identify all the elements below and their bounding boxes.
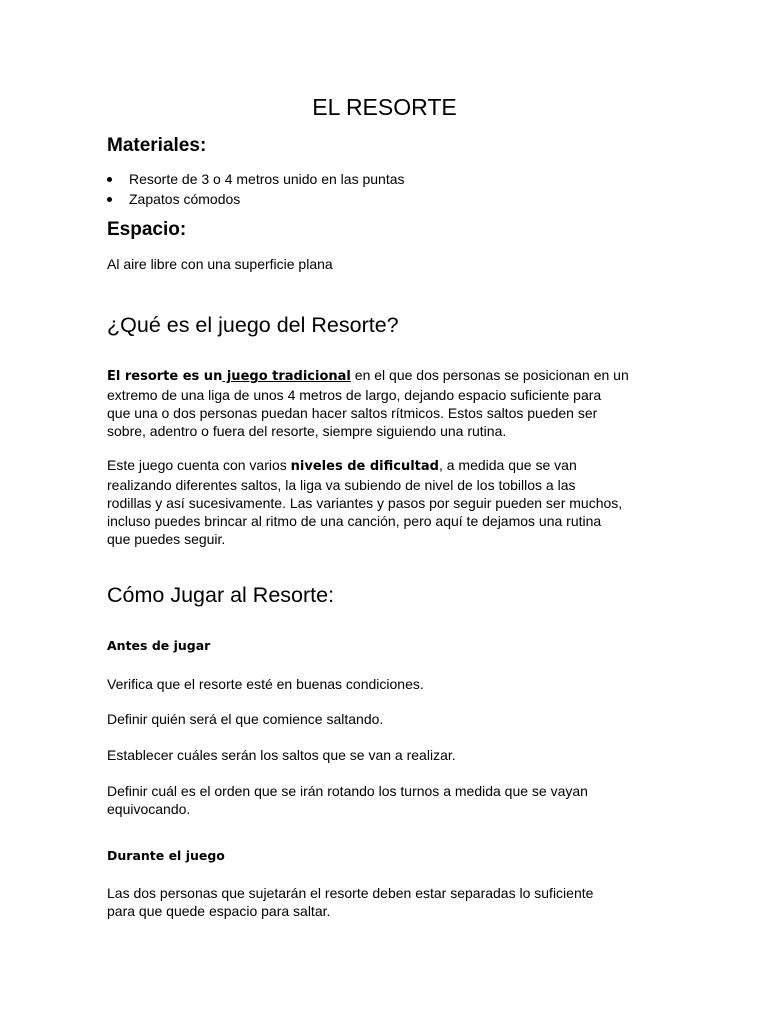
paragraph-line: realizando diferentes saltos, la liga va subiendo de nivel de los tobillos a las (107, 477, 576, 493)
antes-step-3: Establecer cuáles serán los saltos que se van a realizar. (107, 747, 456, 763)
paragraph-line: rodillas y así sucesivamente. Las variantes y pasos por seguir pueden ser muchos, (107, 495, 623, 511)
juego-tradicional-link[interactable]: juego tradicional (222, 369, 351, 384)
paragraph-line: incluso puedes brincar al ritmo de una canción, pero aquí te dejamos una rutina (107, 513, 602, 529)
line-text: en el que dos personas se posicionan en un (350, 367, 629, 383)
paragraph-line: que una o dos personas puedan hacer saltos rítmicos. Estos saltos pueden ser (107, 405, 598, 421)
como-jugar-heading: Cómo Jugar al Resorte: (107, 583, 335, 607)
espacio-heading: Espacio: (107, 219, 187, 240)
bold-lead: El resorte es un (107, 369, 223, 384)
durante-el-juego-heading: Durante el juego (107, 848, 225, 863)
line-text: Este juego cuenta con varios (107, 457, 291, 473)
line-text: , a medida que se van (438, 457, 577, 473)
que-es-heading: ¿Qué es el juego del Resorte? (107, 313, 399, 337)
paragraph-line: Las dos personas que sujetarán el resorte deben estar separadas lo suficiente (107, 885, 594, 901)
list-item-text: Resorte de 3 o 4 metros unido en las puntas (129, 171, 405, 187)
antes-step-2: Definir quién será el que comience saltando. (107, 711, 384, 727)
paragraph-line: que puedes seguir. (107, 531, 226, 547)
antes-de-jugar-heading: Antes de jugar (107, 638, 211, 653)
bullet-icon (107, 177, 112, 182)
que-es-paragraph-2 (107, 456, 672, 548)
paragraph-line: para que quede espacio para saltar. (107, 903, 331, 919)
antes-step-1: Verifica que el resorte esté en buenas condiciones. (107, 676, 424, 692)
paragraph-line (107, 366, 672, 386)
espacio-text: Al aire libre con una superficie plana (107, 256, 333, 272)
list-item (107, 189, 405, 209)
paragraph-line: extremo de una liga de unos 4 metros de largo, dejando espacio suficiente para (107, 387, 602, 403)
bullet-icon (107, 197, 112, 202)
bold-text: niveles de dificultad (290, 459, 439, 474)
document-title: EL RESORTE (312, 94, 457, 120)
paragraph-line: Definir cuál es el orden que se irán rotando los turnos a medida que se vayan (107, 783, 588, 799)
paragraph-line: equivocando. (107, 801, 191, 817)
que-es-paragraph-1 (107, 366, 672, 440)
paragraph-line: sobre, adentro o fuera del resorte, siempre siguiendo una rutina. (107, 423, 507, 439)
paragraph-line (107, 456, 672, 476)
list-item-text: Zapatos cómodos (129, 191, 241, 207)
list-item (107, 169, 405, 189)
materiales-heading: Materiales: (107, 135, 207, 156)
materiales-list (107, 169, 405, 209)
durante-step-1 (107, 884, 672, 920)
antes-step-4 (107, 782, 672, 818)
